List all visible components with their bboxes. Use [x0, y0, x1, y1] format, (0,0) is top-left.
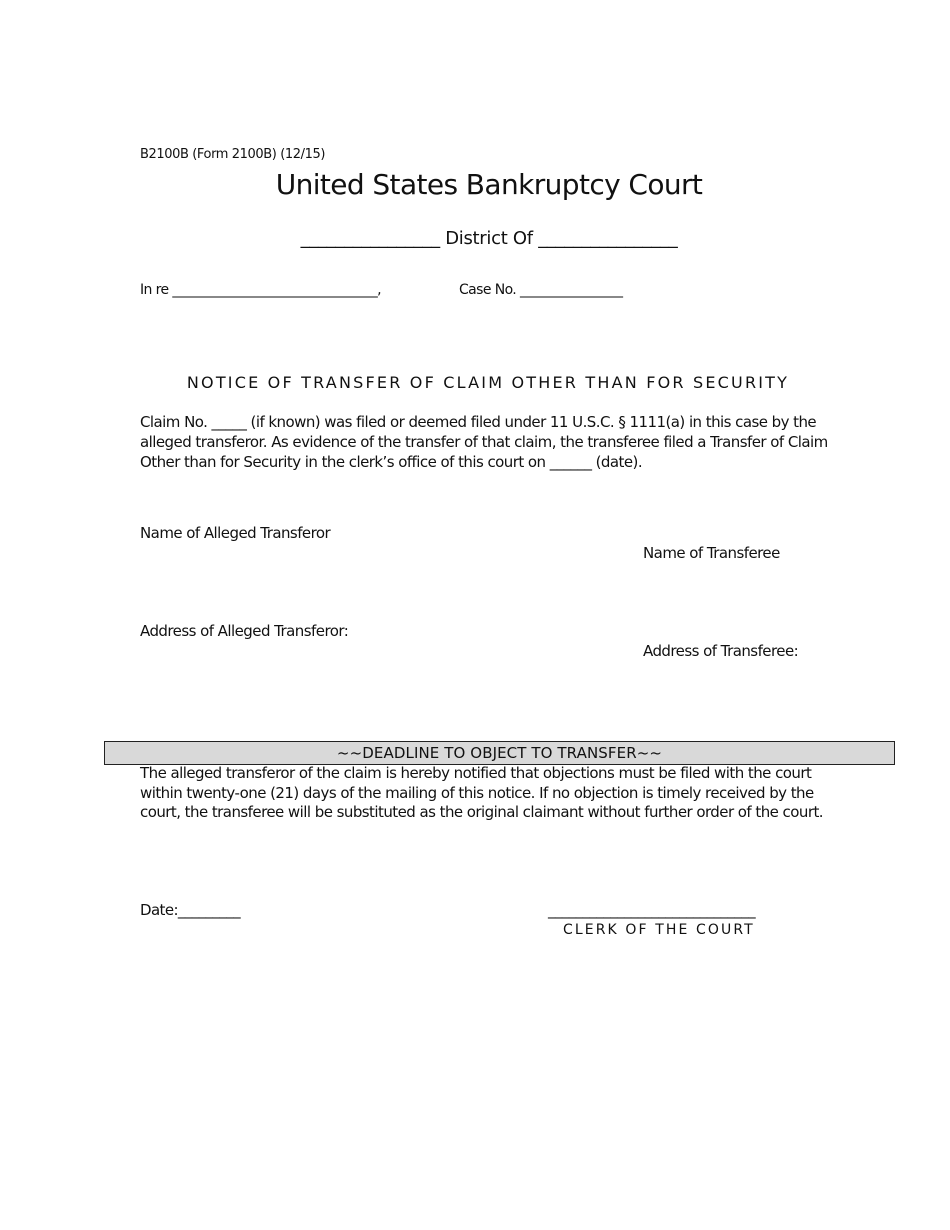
form-id: B2100B (Form 2100B) (12/15) — [140, 147, 326, 162]
case-number-line: Case No. ________________ — [459, 282, 623, 298]
in-re-line: In re ________________________________, — [140, 282, 382, 298]
court-title: United States Bankruptcy Court — [275, 168, 703, 201]
transferee-name-label: Name of Transferee — [643, 544, 780, 562]
deadline-paragraph: The alleged transferor of the claim is hereby notified that objections must be filed with the court within twenty-one (21) days of the mailing of this notice. If no objection is timely received by the court, the transferee will be substituted as the original claimant without further order of the court. — [140, 764, 824, 821]
notice-heading: NOTICE OF TRANSFER OF CLAIM OTHER THAN FOR SECURITY — [186, 373, 790, 392]
district-line: ________________ District Of ________________ — [300, 228, 678, 249]
claim-paragraph: Claim No. _____ (if known) was filed or deemed filed under 11 U.S.C. § 1111(a) in this case by the alleged transferor. As evidence of the transfer of that claim, the transferee filed a Transfer of Claim Other than for Security in the clerk’s office of this court on ______ (date). — [140, 413, 828, 471]
clerk-label: CLERK OF THE COURT — [563, 922, 755, 938]
transferor-name-label: Name of Alleged Transferor — [140, 524, 331, 542]
deadline-heading: ~~DEADLINE TO OBJECT TO TRANSFER~~ — [104, 741, 895, 765]
transferor-address-label: Address of Alleged Transferor: — [140, 622, 349, 640]
date-line: Date:_________ — [140, 901, 241, 919]
signature-line: ______________________________ — [548, 901, 756, 919]
transferee-address-label: Address of Transferee: — [643, 642, 799, 660]
